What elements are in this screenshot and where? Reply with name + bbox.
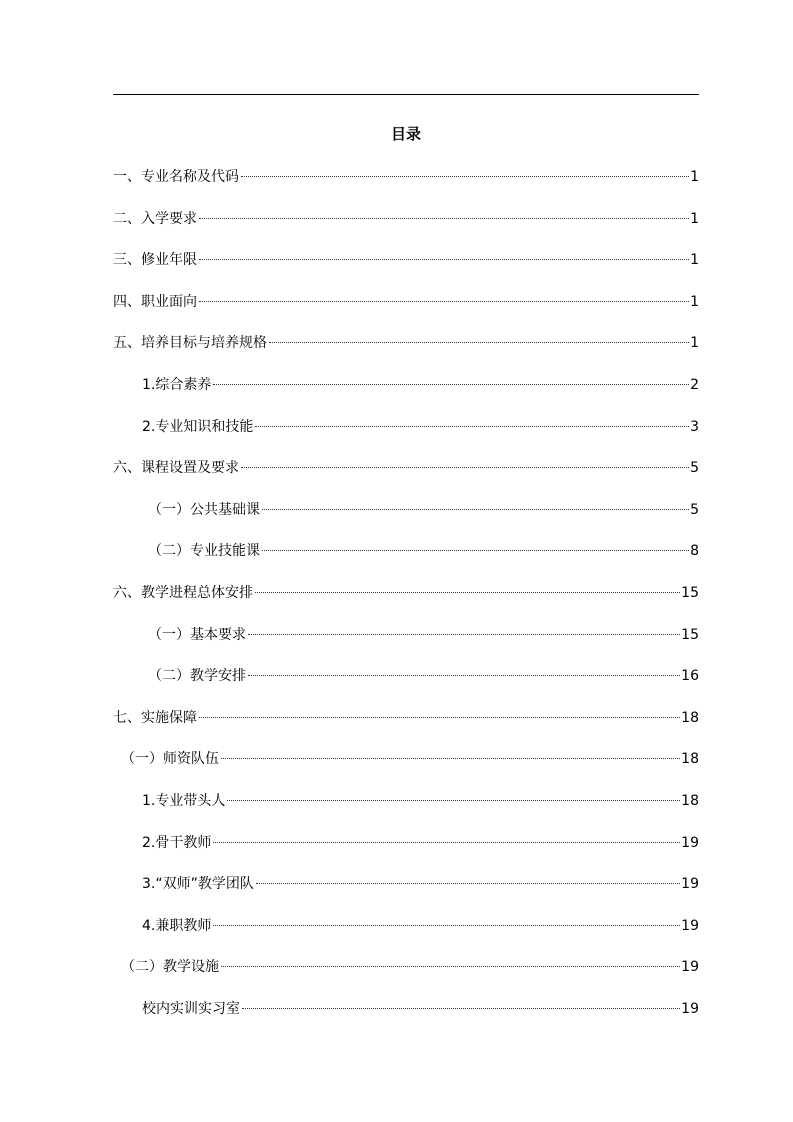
toc-entry[interactable] <box>113 374 699 416</box>
toc-entry[interactable] <box>113 832 699 874</box>
toc-entry[interactable] <box>113 499 699 541</box>
toc-entry-text: 七、实施保障 <box>113 709 197 726</box>
toc-leader-dots <box>221 758 680 759</box>
toc-entry-page: 5 <box>690 460 699 477</box>
toc-entry-text: 4.兼职教师 <box>142 917 212 934</box>
toc-entry-text: 六、教学进程总体安排 <box>113 584 253 601</box>
toc-entry-page: 1 <box>690 252 699 269</box>
toc-leader-dots <box>213 925 680 926</box>
toc-entry-page: 2 <box>690 376 699 393</box>
toc-entry-page: 8 <box>690 543 699 560</box>
toc-entry-page: 1 <box>690 293 699 310</box>
toc-leader-dots <box>255 592 680 593</box>
toc-entry[interactable] <box>113 873 699 915</box>
toc-list <box>113 166 699 1039</box>
toc-leader-dots <box>199 259 689 260</box>
toc-entry-text: （一）基本要求 <box>148 626 246 643</box>
toc-entry-page: 18 <box>681 792 699 809</box>
toc-entry-page: 19 <box>681 959 699 976</box>
toc-leader-dots <box>262 550 689 551</box>
toc-leader-dots <box>199 301 689 302</box>
toc-entry-text: （一）师资队伍 <box>121 751 219 768</box>
toc-title: 目录 <box>390 125 421 143</box>
toc-leader-dots <box>248 675 680 676</box>
toc-entry-page: 5 <box>690 501 699 518</box>
toc-entry-text: （二）教学设施 <box>121 959 219 976</box>
toc-entry-text: 四、职业面向 <box>113 293 197 310</box>
toc-entry-page: 1 <box>690 210 699 227</box>
toc-entry[interactable] <box>113 416 699 458</box>
toc-entry[interactable] <box>113 707 699 749</box>
toc-entry[interactable] <box>113 540 699 582</box>
toc-entry[interactable] <box>113 249 699 291</box>
header-rule <box>113 94 699 95</box>
toc-entry-page: 1 <box>690 335 699 352</box>
toc-entry-text: 2.专业知识和技能 <box>142 418 254 435</box>
toc-leader-dots <box>248 634 680 635</box>
toc-entry-page: 19 <box>681 876 699 893</box>
toc-entry-page: 19 <box>681 1000 699 1017</box>
toc-entry-text: 1.专业带头人 <box>142 792 226 809</box>
toc-entry-page: 3 <box>690 418 699 435</box>
toc-entry-page: 15 <box>681 626 699 643</box>
toc-entry-text: （二）专业技能课 <box>148 543 260 560</box>
toc-leader-dots <box>227 800 680 801</box>
toc-leader-dots <box>221 966 680 967</box>
toc-leader-dots <box>213 842 680 843</box>
toc-entry-text: 一、专业名称及代码 <box>113 169 239 185</box>
toc-entry[interactable] <box>113 956 699 998</box>
toc-entry[interactable] <box>113 665 699 707</box>
toc-entry-text: 校内实训实习室 <box>142 1000 240 1017</box>
toc-entry-page: 19 <box>681 917 699 934</box>
toc-leader-dots <box>269 342 689 343</box>
toc-entry[interactable] <box>113 582 699 624</box>
toc-entry[interactable] <box>113 291 699 333</box>
toc-entry-page: 19 <box>681 834 699 851</box>
toc-leader-dots <box>262 509 689 510</box>
toc-entry-text: 1.综合素养 <box>142 376 212 393</box>
toc-entry-page: 16 <box>681 668 699 685</box>
toc-entry-text: 三、修业年限 <box>113 252 197 269</box>
toc-entry-text: 2.骨干教师 <box>142 834 212 851</box>
toc-entry[interactable] <box>113 457 699 499</box>
toc-entry-text: （一）公共基础课 <box>148 501 260 518</box>
toc-entry-text: 3.“双师”教学团队 <box>142 876 254 893</box>
toc-entry[interactable] <box>113 915 699 957</box>
toc-entry[interactable] <box>113 332 699 374</box>
toc-leader-dots <box>199 717 680 718</box>
toc-entry-page: 18 <box>681 709 699 726</box>
toc-entry-text: 二、入学要求 <box>113 210 197 227</box>
toc-entry-text: 五、培养目标与培养规格 <box>113 335 267 352</box>
toc-leader-dots <box>213 384 689 385</box>
toc-entry[interactable] <box>113 998 699 1040</box>
toc-entry-text: 六、课程设置及要求 <box>113 460 239 477</box>
toc-entry[interactable] <box>113 166 699 208</box>
toc-leader-dots <box>241 176 689 177</box>
toc-entry[interactable] <box>113 208 699 250</box>
toc-leader-dots <box>255 426 689 427</box>
toc-leader-dots <box>242 1008 680 1009</box>
toc-leader-dots <box>256 883 680 884</box>
toc-entry-text: （二）教学安排 <box>148 668 246 685</box>
toc-leader-dots <box>241 467 689 468</box>
toc-entry-page: 18 <box>681 751 699 768</box>
toc-leader-dots <box>199 218 689 219</box>
toc-entry-page: 1 <box>690 169 699 185</box>
toc-entry[interactable] <box>113 624 699 666</box>
toc-entry-page: 15 <box>681 584 699 601</box>
toc-entry[interactable] <box>113 748 699 790</box>
toc-entry[interactable] <box>113 790 699 832</box>
